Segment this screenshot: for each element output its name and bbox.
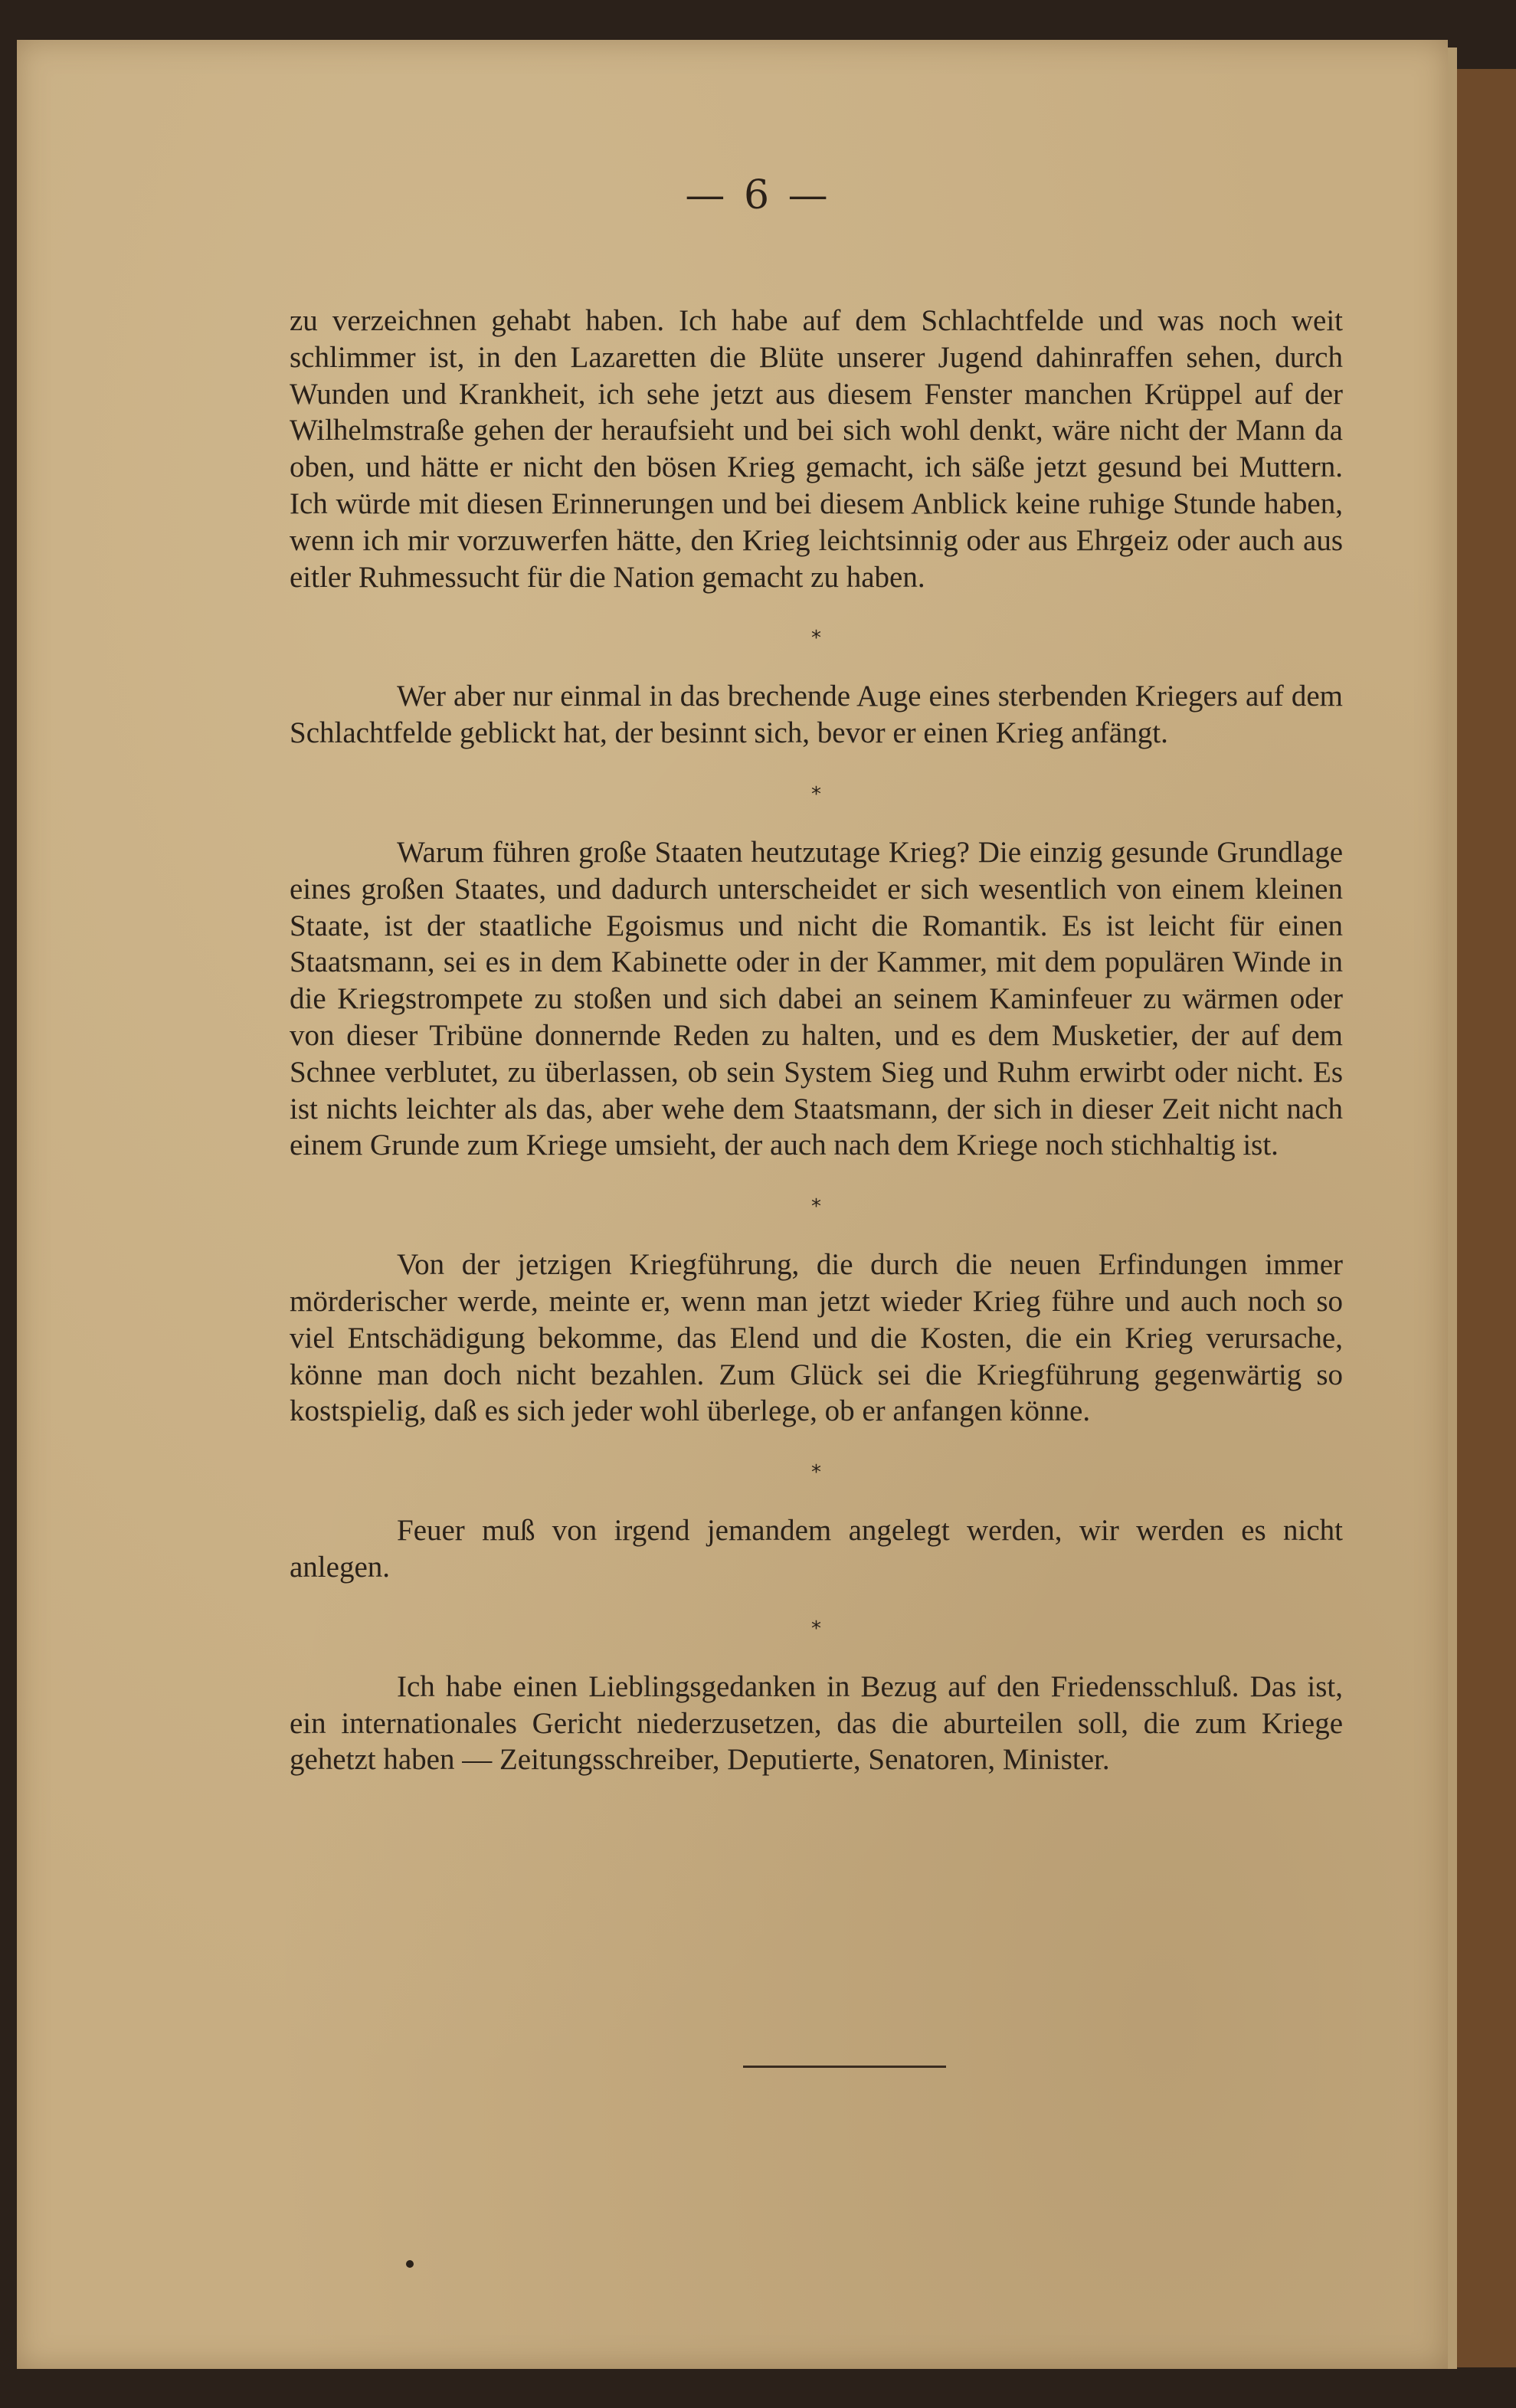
page-number: — 6 —	[685, 172, 831, 218]
paragraph-3: Warum führen große Staaten heutzutage Krieg? Die einzig gesunde Grundlage eines großen Staates, und dadurch unterscheidet er sich wesentlich von einem kleinen Staate, ist der staatliche Egoismus und nicht die Romantik. Es ist leicht für einen Staatsmann, sei es in dem Kabinette oder in der Kammer, mit dem populären Winde in die Kriegstrompete zu stoßen und sich dabei an seinem Kaminfeuer zu wärmen oder von dieser Tribüne donnernde Reden zu halten, und es dem Musketier, der auf dem Schnee verblutet, zu überlassen, ob sein System Sieg und Ruhm erwirbt oder nicht. Es ist nichts leichter als das, aber wehe dem Staatsmann, der sich in dieser Zeit nicht nach einem Grunde zum Kriege umsieht, der auch nach dem Kriege noch stichhaltig ist.	[290, 835, 1343, 1162]
paragraph-1: zu verzeichnen gehabt haben. Ich habe auf dem Schlachtfelde und was noch weit schlimmer ist, in den Lazaretten die Blüte unserer Jugend dahinraffen sehen, durch Wunden und Krankheit, ich sehe jetzt aus diesem Fenster manchen Krüppel auf der Wilhelmstraße gehen der heraufsieht und bei sich wohl denkt, wäre nicht der Mann da oben, und hätte er nicht den bösen Krieg gemacht, ich säße jetzt gesund bei Muttern. Ich würde mit diesen Erinnerungen und bei diesem Anblick keine ruhige Stunde haben, wenn ich mir vorzuwerfen hätte, den Krieg leichtsinnig oder aus Ehrgeiz oder auch aus eitler Ruhmessucht für die Nation gemacht zu haben.	[290, 304, 1343, 594]
ink-dot	[406, 2260, 414, 2268]
separator-star: *	[811, 627, 821, 650]
end-rule	[743, 2066, 946, 2068]
paragraph-6: Ich habe einen Lieblingsgedanken in Bezug auf den Friedensschluß. Das ist, ein internationales Gericht niederzusetzen, das die aburteilen soll, die zum Kriege gehetzt haben — Zeitungsschreiber, Deputierte, Senatoren, Minister.	[290, 1669, 1343, 1777]
separator-star: *	[811, 1461, 821, 1485]
body-text	[290, 303, 1343, 1778]
separator-star: *	[811, 782, 821, 806]
separator-star: *	[811, 1195, 821, 1219]
separator-star: *	[811, 1617, 821, 1640]
paragraph-4: Von der jetzigen Kriegführung, die durch die neuen Erfindungen immer mörderischer werde, meinte er, wenn man jetzt wieder Krieg führe und auch noch so viel Entschädigung bekomme, das Elend und die Kosten, die ein Krieg verursache, könne man doch nicht bezahlen. Zum Glück sei die Kriegführung gegenwärtig so kostspielig, daß es sich jeder wohl überlege, ob er anfangen könne.	[290, 1248, 1343, 1428]
page-edge	[1448, 48, 1457, 2369]
paragraph-2: Wer aber nur einmal in das brechende Auge eines sterbenden Kriegers auf dem Schlachtfelde geblickt hat, der besinnt sich, bevor er einen Krieg anfängt.	[290, 680, 1343, 750]
paragraph-5: Feuer muß von irgend jemandem angelegt werden, wir werden es nicht anlegen.	[290, 1514, 1343, 1584]
back-cover	[1457, 69, 1516, 2367]
